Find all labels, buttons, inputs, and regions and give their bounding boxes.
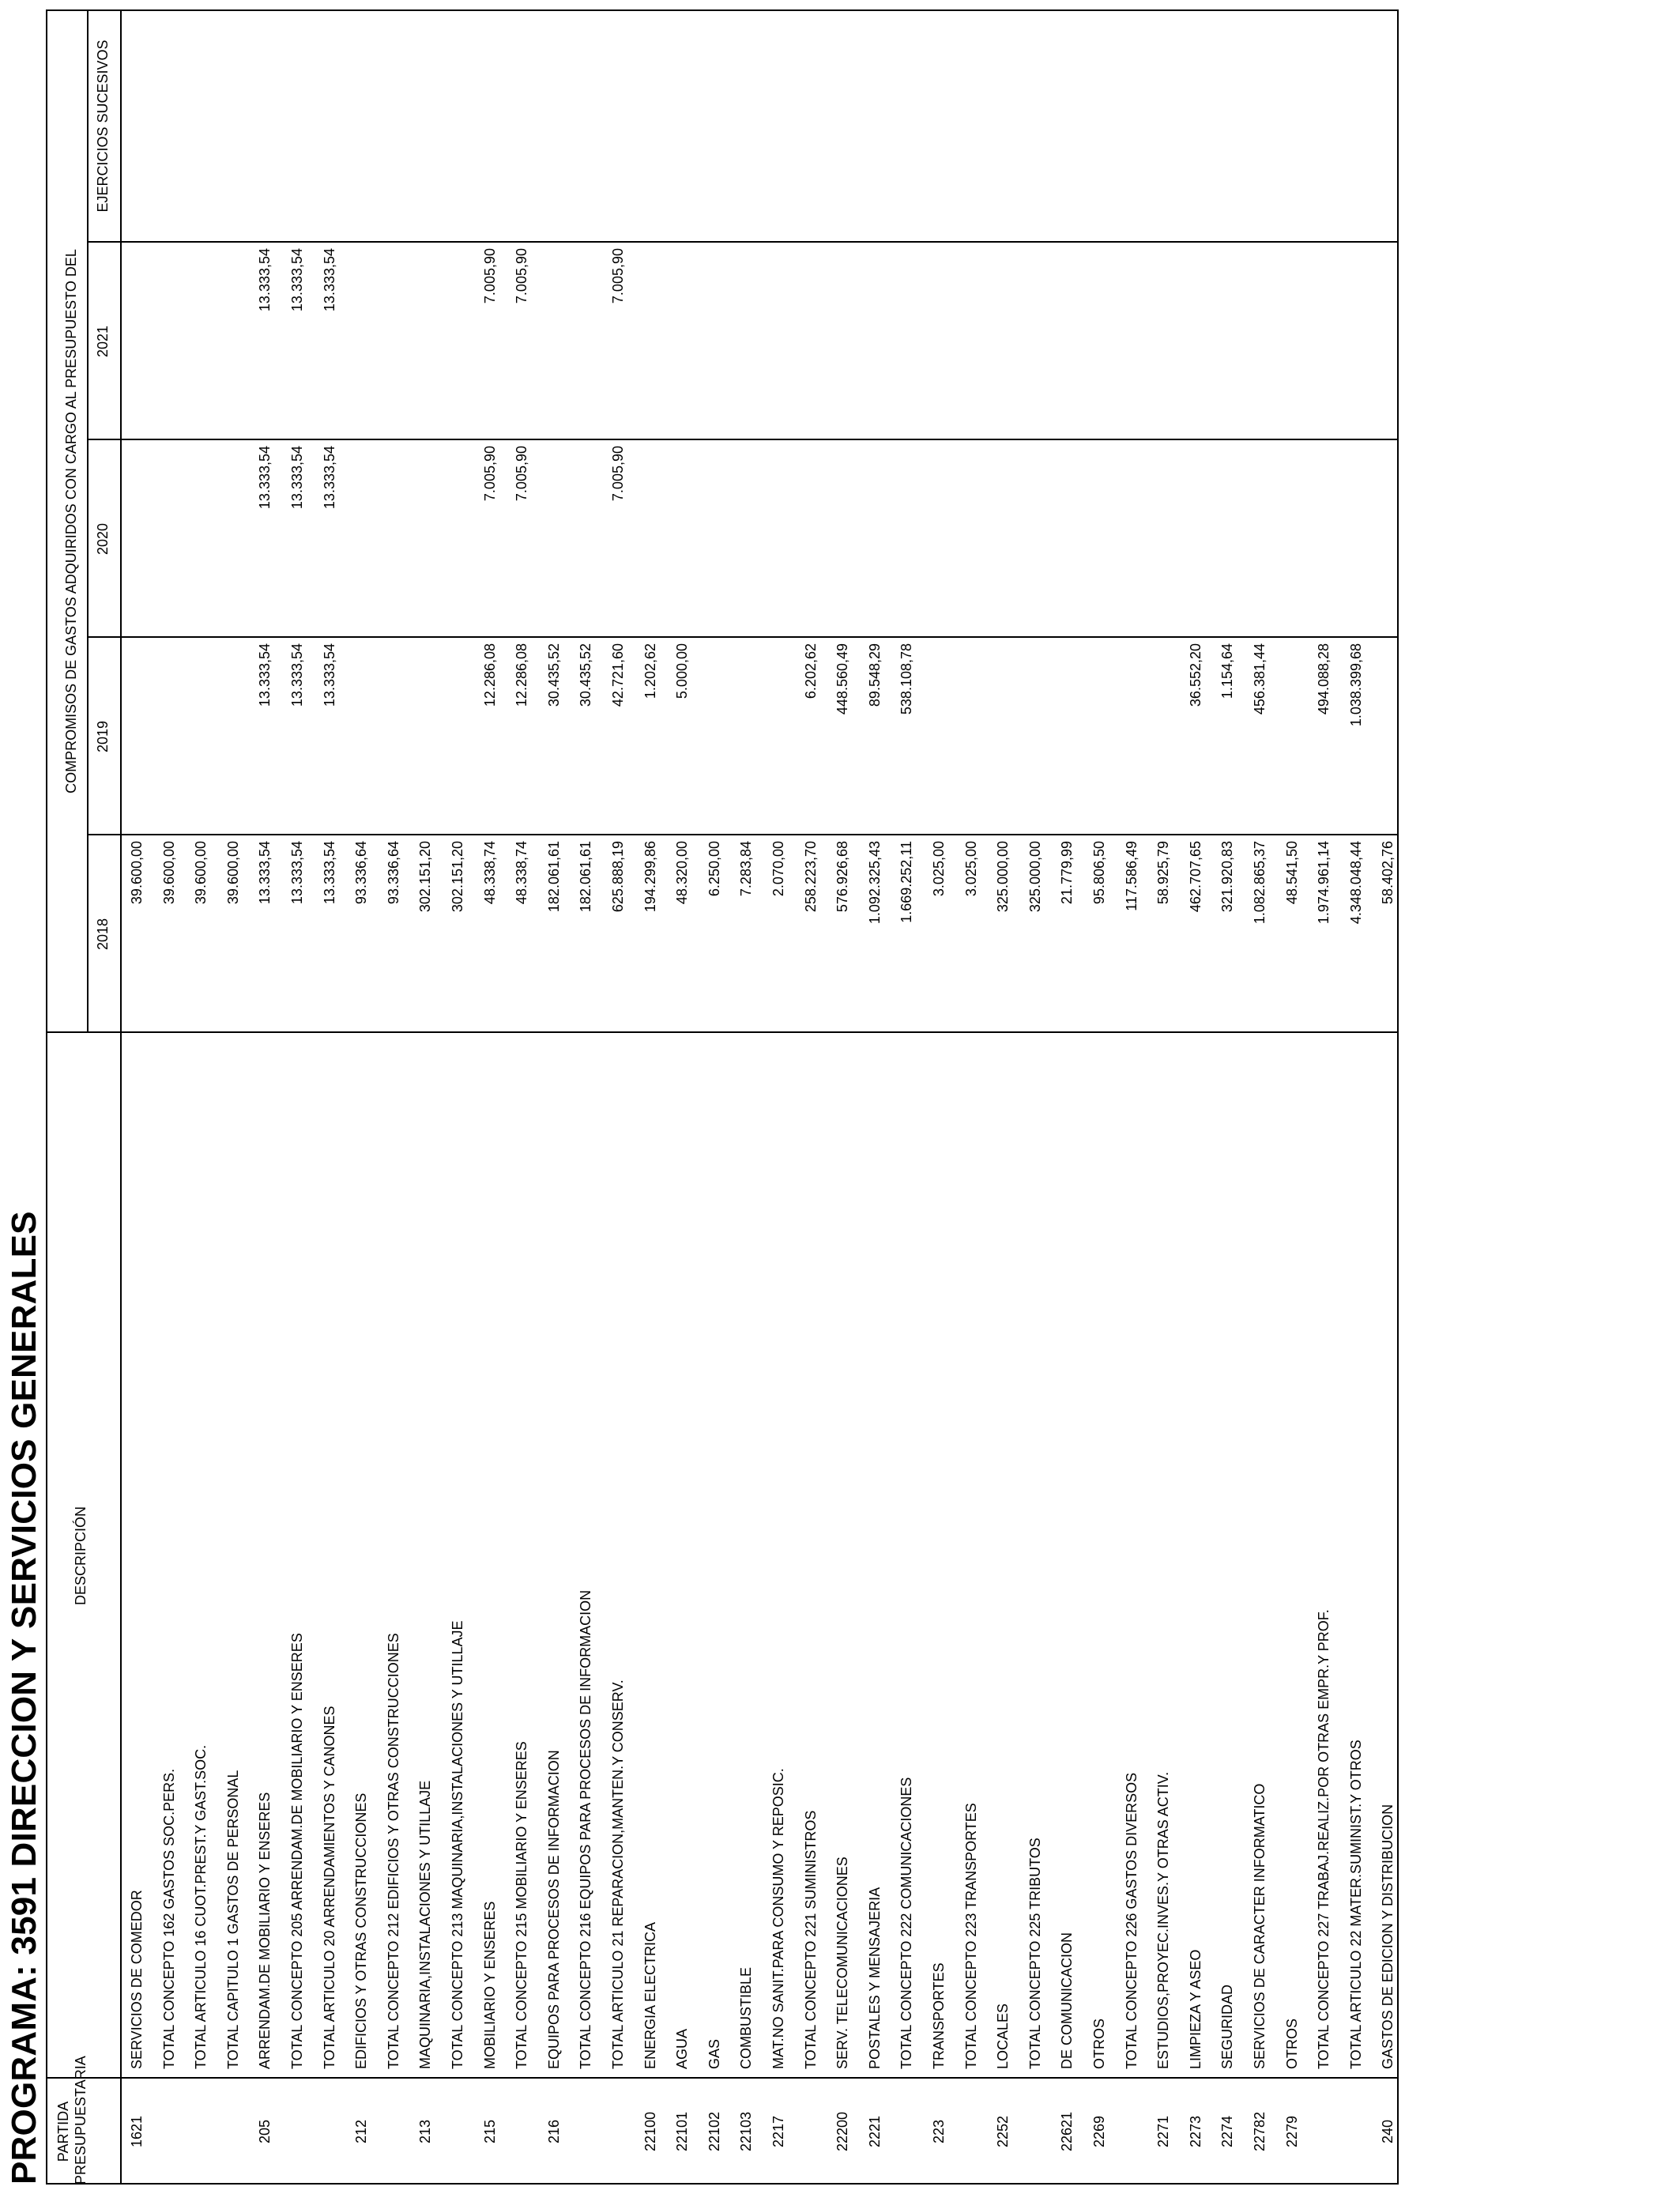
amount-y2018: 93.336,64 [385,841,401,905]
row-description: MAQUINARIA,INSTALACIONES Y UTILLAJE [417,1780,434,2069]
amount-y2019: 538.108,78 [898,643,915,715]
row-description: SERVICIOS DE CARACTER INFORMATICO [1252,1783,1268,2069]
row-description: TOTAL CONCEPTO 212 EDIFICIOS Y OTRAS CONSTRUCCIONES [385,1633,401,2069]
amount-y2019: 12.286,08 [481,643,498,707]
row-description: DE COMUNICACION [1059,1932,1075,2069]
partida-code: 216 [545,2119,562,2144]
header-divider-compromisos [87,9,89,1033]
row-description: MAT.NO SANIT.PARA CONSUMO Y REPOSIC. [770,1768,786,2069]
amount-y2021: 7.005,90 [514,248,530,304]
row-description: TOTAL CONCEPTO 215 MOBILIARIO Y ENSERES [514,1741,530,2069]
row-description: SEGURIDAD [1219,1984,1236,2069]
amount-y2018: 48.338,74 [481,841,498,905]
row-description: GASTOS DE EDICION Y DISTRIBUCION [1380,1804,1396,2069]
amount-y2021: 13.333,54 [257,248,273,312]
row-description: OTROS [1283,2018,1300,2069]
row-description: COMBUSTIBLE [738,1966,755,2069]
amount-y2019: 30.435,52 [545,643,562,707]
amount-y2020: 7.005,90 [514,446,530,502]
amount-y2018: 39.600,00 [160,841,177,905]
amount-y2018: 325.000,00 [995,841,1011,913]
row-description: ESTUDIOS,PROYEC.INVES.Y OTRAS ACTIV. [1155,1771,1172,2069]
row-description: TOTAL CONCEPTO 216 EQUIPOS PARA PROCESOS DE INFORMACION [578,1589,594,2069]
header-ejercicios-sucesivos: EJERCICIOS SUCESIVOS [95,40,111,213]
amount-y2019: 36.552,20 [1187,643,1203,707]
amount-y2018: 7.283,84 [738,841,755,897]
row-description: TOTAL CONCEPTO 222 COMUNICACIONES [898,1777,915,2069]
partida-code: 22100 [642,2111,658,2152]
amount-y2019: 456.381,44 [1252,643,1268,715]
amount-y2018: 117.586,49 [1123,841,1139,911]
row-description: AGUA [674,2028,691,2069]
amount-y2018: 13.333,54 [257,841,273,905]
partida-code: 2221 [866,2115,883,2148]
amount-y2021: 7.005,90 [481,248,498,304]
amount-y2018: 13.333,54 [289,841,305,905]
row-description: TOTAL ARTICULO 16 CUOT.PREST.Y GAST.SOC. [193,1744,209,2069]
amount-y2018: 39.600,00 [224,841,241,905]
amount-y2019: 6.202,62 [802,643,819,699]
amount-y2021: 13.333,54 [289,248,305,312]
row-description: ENERGIA ELECTRICA [642,1921,658,2069]
amount-y2018: 58.402,76 [1380,841,1396,905]
col-divider-2018 [87,834,1399,835]
amount-y2018: 1.974.961,14 [1316,841,1332,925]
amount-y2018: 6.250,00 [706,841,722,897]
row-description: LOCALES [995,2003,1011,2069]
partida-code: 223 [931,2119,947,2144]
amount-y2018: 13.333,54 [321,841,337,905]
amount-y2019: 494.088,28 [1316,643,1332,715]
partida-code: 205 [257,2119,273,2144]
row-description: SERVICIOS DE COMEDOR [129,1890,145,2069]
row-description: LIMPIEZA Y ASEO [1187,1949,1203,2069]
header-year-2021: 2021 [95,325,111,358]
row-description: TOTAL ARTICULO 22 MATER.SUMINIST.Y OTROS [1347,1740,1364,2069]
partida-code: 2217 [770,2115,786,2148]
partida-code: 22782 [1252,2111,1268,2152]
header-partida-line1: PARTIDA [55,2101,71,2162]
row-description: MOBILIARIO Y ENSERES [481,1901,498,2069]
amount-y2019: 1.154,64 [1219,643,1236,699]
partida-code: 22103 [738,2111,755,2152]
row-description: TOTAL CONCEPTO 162 GASTOS SOC.PERS. [160,1768,177,2069]
col-divider-2019 [87,636,1399,638]
amount-y2018: 625.888,19 [610,841,626,913]
row-description: TOTAL CAPITULO 1 GASTOS DE PERSONAL [224,1770,241,2069]
amount-y2018: 1.092.325,43 [866,841,883,925]
amount-y2018: 576.926,68 [834,841,851,913]
row-description: OTROS [1091,2018,1107,2069]
row-description: TRANSPORTES [931,1962,947,2069]
partida-code: 22102 [706,2111,722,2152]
row-description: TOTAL CONCEPTO 213 MAQUINARIA,INSTALACIONES Y UTILLAJE [450,1620,465,2069]
partida-code: 1621 [129,2115,145,2148]
row-description: TOTAL CONCEPTO 221 SUMINISTROS [802,1810,819,2069]
amount-y2018: 182.061,61 [545,841,562,913]
amount-y2018: 4.348.048,44 [1347,841,1364,925]
row-description: TOTAL CONCEPTO 226 GASTOS DIVERSOS [1123,1772,1139,2069]
col-divider-2020 [87,439,1399,440]
header-bottom-line [120,9,122,2185]
partida-code: 2252 [995,2115,1011,2148]
amount-y2018: 462.707,65 [1187,841,1203,913]
amount-y2020: 13.333,54 [257,446,273,510]
row-description: GAS [706,2038,722,2069]
page-title: PROGRAMA: 3591 DIRECCION Y SERVICIOS GENERALES [5,1211,43,2185]
amount-y2019: 13.333,54 [257,643,273,707]
amount-y2018: 93.336,64 [353,841,370,905]
header-partida-line2: PRESUPUESTARIA [73,2056,89,2185]
amount-y2018: 2.070,00 [770,841,786,897]
amount-y2019: 5.000,00 [674,643,691,699]
header-year-2018: 2018 [95,918,111,951]
amount-y2018: 182.061,61 [578,841,594,913]
partida-code: 2271 [1155,2115,1172,2148]
amount-y2018: 321.920,83 [1219,841,1236,913]
amount-y2018: 48.338,74 [514,841,530,905]
row-description: ARRENDAM.DE MOBILIARIO Y ENSERES [257,1792,273,2069]
amount-y2018: 48.541,50 [1283,841,1300,905]
row-description: SERV. TELECOMUNICACIONES [834,1857,851,2069]
partida-code: 22621 [1059,2111,1075,2152]
amount-y2018: 302.151,20 [417,841,434,913]
amount-y2018: 58.925,79 [1155,841,1172,905]
amount-y2020: 7.005,90 [481,446,498,502]
partida-code: 212 [353,2119,370,2144]
amount-y2018: 258.223,70 [802,841,819,913]
amount-y2018: 3.025,00 [931,841,947,897]
amount-y2019: 1.202,62 [642,643,658,699]
partida-code: 2274 [1219,2115,1236,2148]
amount-y2018: 3.025,00 [962,841,979,897]
amount-y2018: 302.151,20 [450,841,465,913]
amount-y2018: 1.082.865,37 [1252,841,1268,925]
row-description: TOTAL CONCEPTO 227 TRABAJ.REALIZ.POR OTRAS EMPR.Y PROF. [1316,1609,1332,2069]
amount-y2019: 1.038.399,68 [1347,643,1364,727]
amount-y2018: 1.669.252,11 [898,841,915,923]
table-border [46,9,1399,2185]
row-description: TOTAL CONCEPTO 205 ARRENDAM.DE MOBILIARIO Y ENSERES [289,1633,305,2069]
col-divider-descripcion [46,1031,1399,1033]
amount-y2018: 194.299,86 [642,841,658,913]
row-description: EDIFICIOS Y OTRAS CONSTRUCCIONES [353,1793,370,2069]
amount-y2018: 21.779,99 [1059,841,1075,905]
partida-code: 240 [1380,2119,1396,2144]
partida-code: 22101 [674,2111,691,2152]
partida-code: 2269 [1091,2115,1107,2148]
amount-y2019: 448.560,49 [834,643,851,715]
amount-y2019: 89.548,29 [866,643,883,707]
amount-y2019: 12.286,08 [514,643,530,707]
header-compromisos: COMPROMISOS DE GASTOS ADQUIRIDOS CON CARGO AL PRESUPUESTO DEL [63,249,79,794]
amount-y2020: 7.005,90 [610,446,626,502]
partida-code: 213 [417,2119,434,2144]
amount-y2019: 13.333,54 [289,643,305,707]
row-description: TOTAL ARTICULO 21 REPARACION,MANTEN.Y CONSERV. [610,1679,626,2069]
header-year-2020: 2020 [95,522,111,556]
partida-code: 2273 [1187,2115,1203,2148]
partida-code: 215 [481,2119,498,2144]
amount-y2018: 39.600,00 [129,841,145,905]
amount-y2021: 13.333,54 [321,248,337,312]
header-descripcion: DESCRIPCIÓN [73,1506,89,1606]
row-description: TOTAL CONCEPTO 223 TRANSPORTES [962,1803,979,2069]
amount-y2019: 30.435,52 [578,643,594,707]
amount-y2020: 13.333,54 [289,446,305,510]
amount-y2021: 7.005,90 [610,248,626,304]
col-divider-2021 [87,241,1399,243]
row-description: POSTALES Y MENSAJERIA [866,1887,883,2069]
amount-y2018: 95.806,50 [1091,841,1107,905]
header-year-2019: 2019 [95,720,111,753]
row-description: EQUIPOS PARA PROCESOS DE INFORMACION [545,1750,562,2069]
row-description: TOTAL CONCEPTO 225 TRIBUTOS [1026,1838,1043,2069]
amount-y2018: 325.000,00 [1026,841,1043,913]
amount-y2018: 48.320,00 [674,841,691,905]
partida-code: 2279 [1283,2115,1300,2148]
amount-y2020: 13.333,54 [321,446,337,510]
amount-y2019: 13.333,54 [321,643,337,707]
amount-y2018: 39.600,00 [193,841,209,905]
row-description: TOTAL ARTICULO 20 ARRENDAMIENTOS Y CANONES [321,1706,337,2069]
amount-y2019: 42.721,60 [610,643,626,707]
partida-code: 22200 [834,2111,851,2152]
